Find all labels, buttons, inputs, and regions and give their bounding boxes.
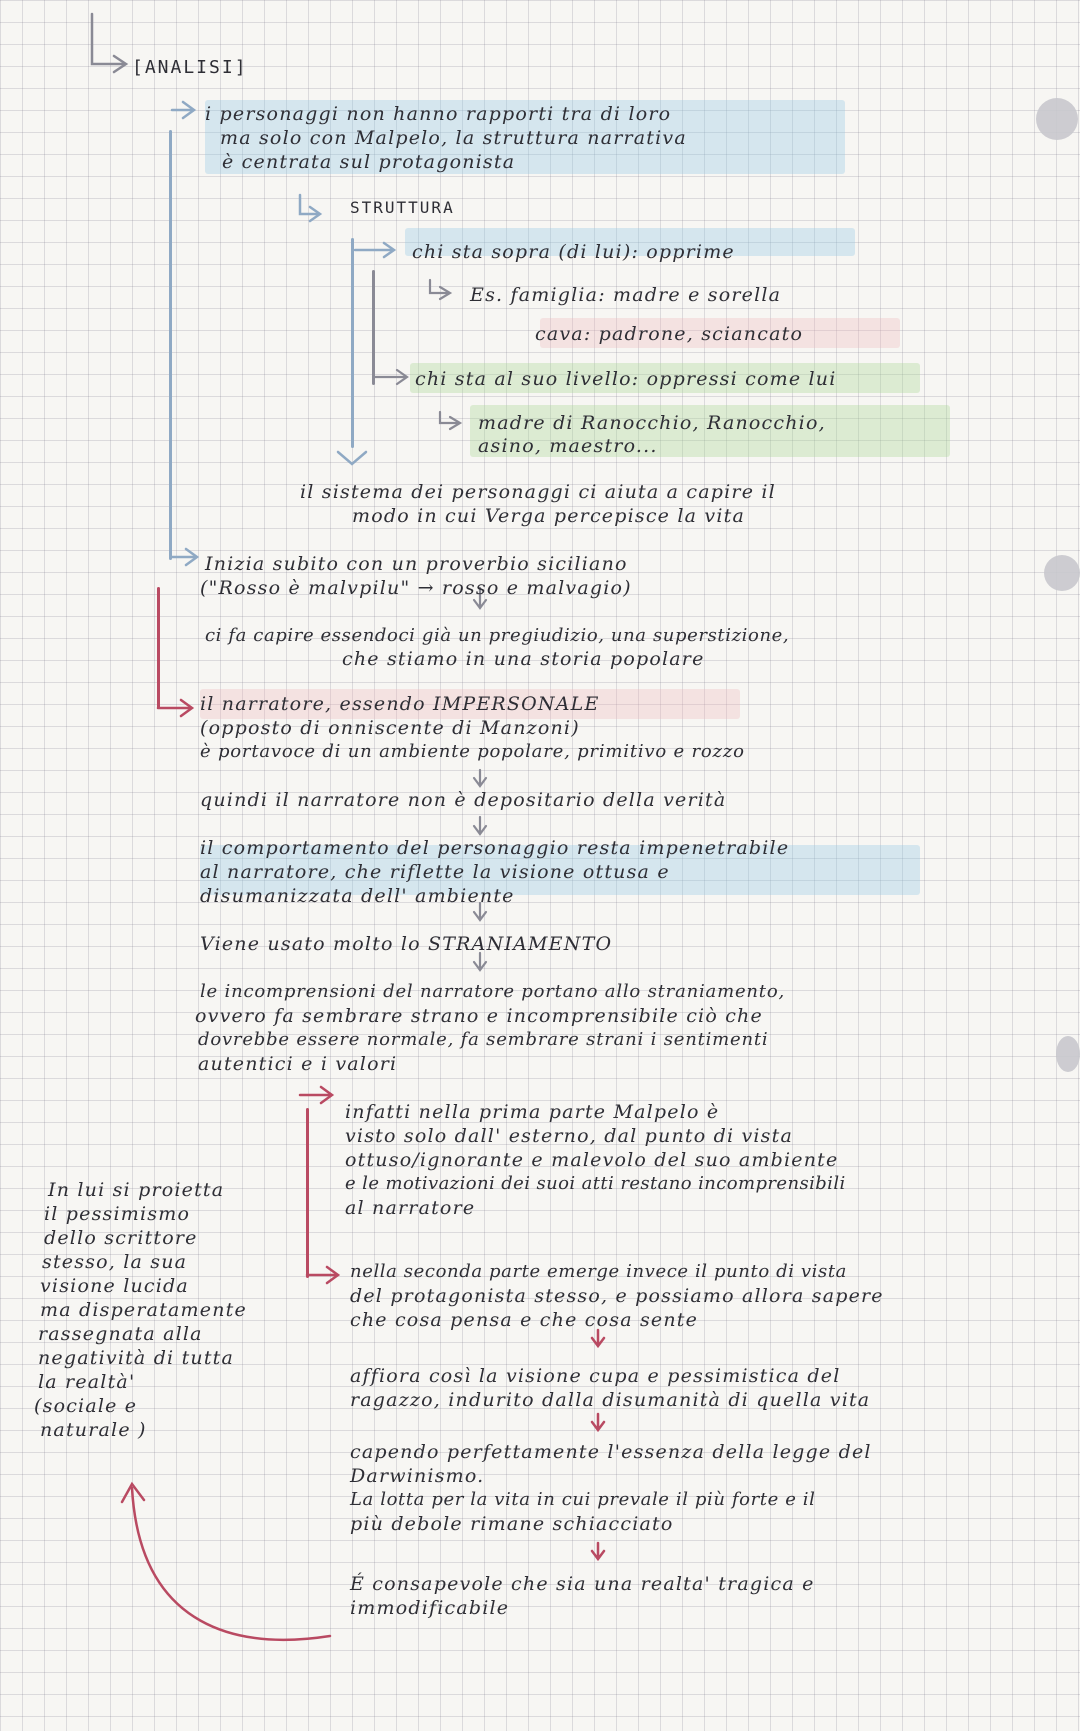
comportamento-line-3: disumanizzata dell' ambiente	[200, 885, 515, 907]
darwinismo-line-3: La lotta per la vita in cui prevale il più forte e il	[350, 1489, 816, 1510]
side-note-line: stesso, la sua	[42, 1251, 188, 1273]
intro-line-3: è centrata sul protagonista	[222, 151, 516, 173]
incomprensioni-line-3: dovrebbe essere normale, fa sembrare strani i sentimenti	[198, 1029, 769, 1050]
intro-line-1: i personaggi non hanno rapporti tra di loro	[205, 103, 672, 125]
incomprensioni-line-1: le incomprensioni del narratore portano allo straniamento,	[200, 981, 785, 1002]
prima-parte-line-2: visto solo dall' esterno, dal punto di vista	[345, 1125, 793, 1147]
side-note-line: rassegnata alla	[38, 1323, 203, 1345]
consapevole-line-1: É consapevole che sia una realta' tragica e	[350, 1573, 815, 1595]
comportamento-line-2: al narratore, che riflette la visione ottusa e	[200, 861, 670, 883]
seconda-parte-line-3: che cosa pensa e che cosa sente	[350, 1309, 699, 1331]
quindi-line: quindi il narratore non è depositario della verità	[200, 789, 727, 811]
incomprensioni-line-4: autentici e i valori	[198, 1053, 398, 1075]
prima-parte-line-4: e le motivazioni dei suoi atti restano incomprensibili	[345, 1173, 846, 1194]
chi-sta-sopra: chi sta sopra (di lui): opprime	[412, 241, 735, 263]
affiora-line-1: affiora così la visione cupa e pessimistica del	[350, 1365, 841, 1387]
proverbio-line-2: ("Rosso è malvpilu" → rosso e malvagio)	[200, 577, 632, 599]
side-note-line: negatività di tutta	[38, 1347, 235, 1369]
narratore-line-2: (opposto di onniscente di Manzoni)	[200, 717, 580, 739]
incomprensioni-line-2: ovvero fa sembrare strano e incomprensibile ciò che	[195, 1005, 763, 1027]
side-note-line: (sociale e	[34, 1395, 138, 1417]
level-example-1: madre di Ranocchio, Ranocchio,	[478, 412, 826, 434]
darwinismo-line-4: più debole rimane schiacciato	[350, 1513, 674, 1535]
narratore-line-1: il narratore, essendo IMPERSONALE	[200, 693, 600, 715]
side-note-line: il pessimismo	[44, 1203, 191, 1225]
side-note-line: naturale )	[40, 1419, 147, 1441]
pregiudizio-line-1: ci fa capire essendoci già un pregiudizio, una superstizione,	[205, 625, 790, 646]
chi-sta-livello: chi sta al suo livello: oppressi come lui	[415, 368, 837, 390]
side-note-line: la realtà'	[38, 1371, 136, 1393]
darwinismo-line-1: capendo perfettamente l'essenza della legge del	[350, 1441, 872, 1463]
seconda-parte-line-1: nella seconda parte emerge invece il punto di vista	[350, 1261, 848, 1282]
example-famiglia: Es. famiglia: madre e sorella	[470, 284, 782, 306]
straniamento-line: Viene usato molto lo STRANIAMENTO	[200, 933, 613, 955]
example-cava: cava: padrone, sciancato	[535, 323, 804, 345]
side-note-line: visione lucida	[40, 1275, 189, 1297]
sistema-line-1: il sistema dei personaggi ci aiuta a capire il	[300, 481, 776, 503]
affiora-line-2: ragazzo, indurito dalla disumanità di quella vita	[350, 1389, 871, 1411]
prima-parte-line-3: ottuso/ignorante e malevolo del suo ambiente	[345, 1149, 839, 1171]
darwinismo-line-2: Darwinismo.	[350, 1465, 485, 1487]
side-note-line: dello scrittore	[44, 1227, 198, 1249]
proverbio-line-1: Inizia subito con un proverbio siciliano	[205, 553, 628, 575]
comportamento-line-1: il comportamento del personaggio resta impenetrabile	[200, 837, 790, 859]
prima-parte-line-5: al narratore	[345, 1197, 476, 1219]
side-note-line: In lui si proietta	[48, 1179, 225, 1201]
seconda-parte-line-2: del protagonista stesso, e possiamo allora sapere	[350, 1285, 884, 1307]
prima-parte-line-1: infatti nella prima parte Malpelo è	[345, 1101, 720, 1123]
consapevole-line-2: immodificabile	[350, 1597, 510, 1619]
level-example-2: asino, maestro...	[478, 435, 658, 457]
analisi-heading: [ANALISI]	[132, 57, 248, 78]
narratore-line-3: è portavoce di un ambiente popolare, primitivo e rozzo	[200, 741, 745, 762]
side-note-line: ma disperatamente	[40, 1299, 247, 1321]
struttura-heading: STRUTTURA	[350, 198, 455, 217]
intro-line-2: ma solo con Malpelo, la struttura narrativa	[220, 127, 687, 149]
pregiudizio-line-2: che stiamo in una storia popolare	[342, 648, 705, 670]
sistema-line-2: modo in cui Verga percepisce la vita	[352, 505, 745, 527]
